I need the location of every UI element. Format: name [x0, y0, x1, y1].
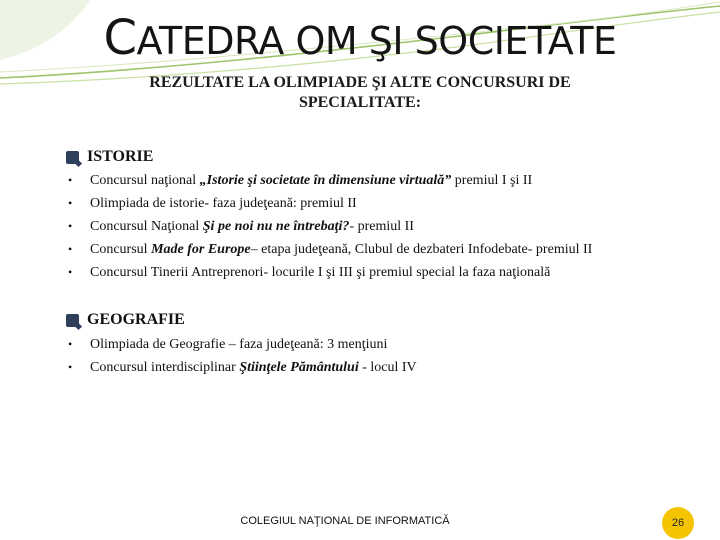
title-initial: C — [103, 10, 137, 66]
item-text: Concursul interdisciplinar Ştiinţele Pământului - locul IV — [90, 360, 417, 375]
bullet-icon: • — [68, 265, 73, 279]
list-item — [66, 192, 706, 215]
list-item — [66, 169, 706, 192]
bullet-icon: • — [68, 219, 73, 233]
bullet-icon: • — [68, 337, 73, 351]
page-title — [0, 10, 720, 66]
checkbox-bullet-icon — [66, 151, 79, 164]
istorie-list — [66, 169, 706, 284]
item-text: Olimpiada de istorie- faza judeţeană: premiul II — [90, 196, 357, 211]
section-heading-istorie — [66, 148, 153, 166]
list-item — [66, 333, 706, 356]
item-text: Concursul naţional „Istorie şi societate în dimensiune virtuală” premiul I şi II — [90, 173, 533, 188]
item-text: Olimpiada de Geografie – faza judeţeană: 3 menţiuni — [90, 337, 388, 352]
page-number-badge — [662, 507, 694, 539]
bullet-icon: • — [68, 173, 73, 187]
item-text: Concursul Made for Europe– etapa judeţeană, Clubul de dezbateri Infodebate- premiul II — [90, 242, 593, 257]
list-item — [66, 238, 706, 261]
title-rest: ATEDRA OM ŞI SOCIETATE — [136, 19, 617, 63]
list-item — [66, 261, 706, 284]
geografie-list — [66, 333, 706, 379]
section-heading-label: GEOGRAFIE — [87, 311, 185, 328]
checkbox-bullet-icon — [66, 314, 79, 327]
item-text: Concursul Naţional Şi pe noi nu ne întrebaţi?- premiul II — [90, 219, 414, 234]
section-heading-geografie — [66, 311, 185, 329]
footer-school-name: COLEGIUL NAŢIONAL DE INFORMATICĂ — [240, 515, 450, 527]
bullet-icon: • — [68, 196, 73, 210]
bullet-icon: • — [68, 242, 73, 256]
subtitle: REZULTATE LA OLIMPIADE ŞI ALTE CONCURSURI DE SPECIALITATE: — [149, 74, 571, 111]
bullet-icon: • — [68, 360, 73, 374]
page-number: 26 — [671, 517, 685, 529]
list-item — [66, 215, 706, 238]
list-item — [66, 356, 706, 379]
item-text: Concursul Tinerii Antreprenori- locurile I şi III şi premiul special la faza naţională — [90, 265, 551, 280]
section-heading-label: ISTORIE — [87, 148, 154, 165]
